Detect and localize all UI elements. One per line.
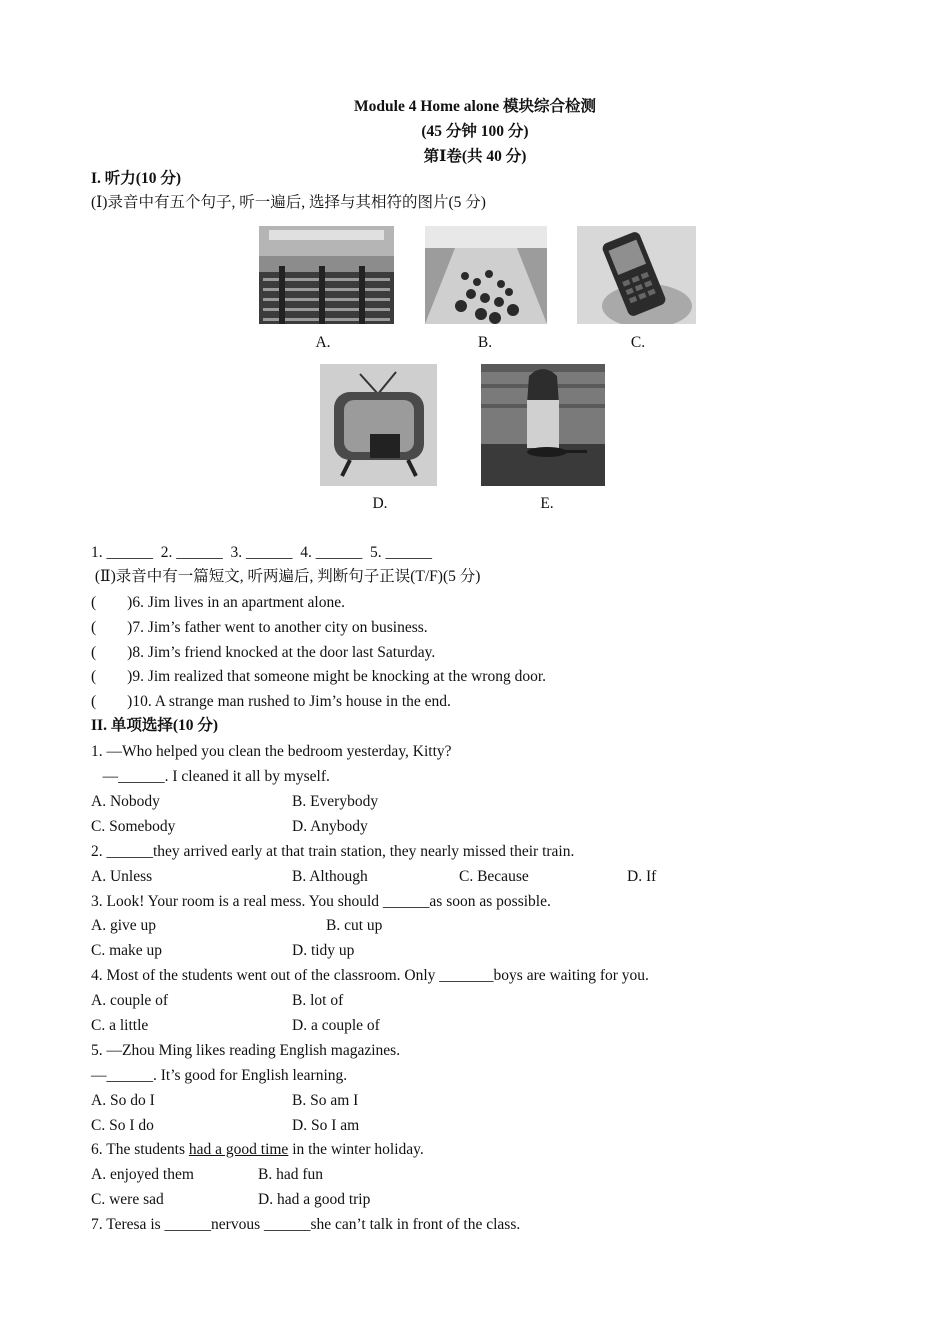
question-4-stem: 4. Most of the students went out of the classroom. Only _______boys are waiting for you. [91,967,649,984]
question-6-option-b: B. had fun [258,1166,324,1183]
question-7-stem: 7. Teresa is ______nervous ______she can’t talk in front of the class. [91,1216,521,1233]
listening-heading: I. 听力(10 分) [91,170,181,187]
page-title: Module 4 Home alone 模块综合检测 [354,98,596,115]
question-6-stem-post: in the winter holiday. [288,1141,424,1158]
question-2-option-d: D. If [627,868,657,885]
question-6-option-c: C. were sad [91,1191,164,1208]
question-6-stem [91,1140,424,1160]
tf-item: ( )9. Jim realized that someone might be knocking at the wrong door. [91,668,546,685]
question-5-option-d: D. So I am [292,1117,360,1134]
question-1-option-b: B. Everybody [292,793,379,810]
question-2-stem: 2. ______they arrived early at that train station, they nearly missed their train. [91,843,575,860]
choice-heading: II. 单项选择(10 分) [91,717,219,734]
meeting-hall-photo [259,226,394,324]
image-label-e: E. [540,495,554,512]
volume-title: 第Ⅰ卷(共 40 分) [423,148,527,165]
question-6-stem-pre: 6. The students [91,1141,189,1158]
question-3-option-a: A. give up [91,917,157,934]
question-6-underlined-phrase: had a good time [188,1141,289,1158]
question-2-option-a: A. Unless [91,868,153,885]
image-label-a: A. [315,334,331,351]
woman-cooking-on-phone-photo [481,364,605,486]
part2-instruction: (Ⅱ)录音中有一篇短文, 听两遍后, 判断句子正误(T/F)(5 分) [91,568,481,585]
question-6-option-d: D. had a good trip [258,1191,371,1208]
tf-item: ( )7. Jim’s father went to another city on business. [91,619,428,636]
question-1-option-a: A. Nobody [91,793,160,810]
question-3-option-c: C. make up [91,942,163,959]
question-5-option-a: A. So do I [91,1092,155,1109]
answer-blanks: 1. ______ 2. ______ 3. ______ 4. ______ 5. ______ [91,544,432,561]
question-4-option-d: D. a couple of [292,1017,380,1034]
mobile-phone-photo [577,226,696,324]
question-1-stem: 1. —Who helped you clean the bedroom yesterday, Kitty? [91,743,452,760]
tf-item: ( )10. A strange man rushed to Jim’s house in the end. [91,693,451,710]
question-2-option-c: C. Because [459,868,529,885]
train-station-crowd-photo [425,226,547,324]
question-5-option-b: B. So am I [292,1092,359,1109]
question-4-option-a: A. couple of [91,992,169,1009]
question-5-reply: —______. It’s good for English learning. [91,1067,348,1084]
question-6-option-a: A. enjoyed them [91,1166,194,1183]
question-3-stem: 3. Look! Your room is a real mess. You should ______as soon as possible. [91,893,551,910]
question-1-option-c: C. Somebody [91,818,176,835]
image-label-b: B. [477,334,493,351]
question-1-option-d: D. Anybody [292,818,368,835]
question-2-option-b: B. Although [292,868,368,885]
image-label-c: C. [630,334,646,351]
question-5-option-c: C. So I do [91,1117,154,1134]
question-3-option-b: B. cut up [326,917,383,934]
question-4-option-b: B. lot of [292,992,344,1009]
tf-item: ( )6. Jim lives in an apartment alone. [91,594,345,611]
tf-item: ( )8. Jim’s friend knocked at the door last Saturday. [91,644,436,661]
image-label-d: D. [372,495,388,512]
question-1-reply: —______. I cleaned it all by myself. [91,768,330,785]
exam-duration: (45 分钟 100 分) [421,123,529,140]
part1-instruction: (Ⅰ)录音中有五个句子, 听一遍后, 选择与其相符的图片(5 分) [91,194,486,211]
television-photo [320,364,437,486]
question-3-option-d: D. tidy up [292,942,355,959]
question-5-stem: 5. —Zhou Ming likes reading English magazines. [91,1042,401,1059]
question-4-option-c: C. a little [91,1017,149,1034]
